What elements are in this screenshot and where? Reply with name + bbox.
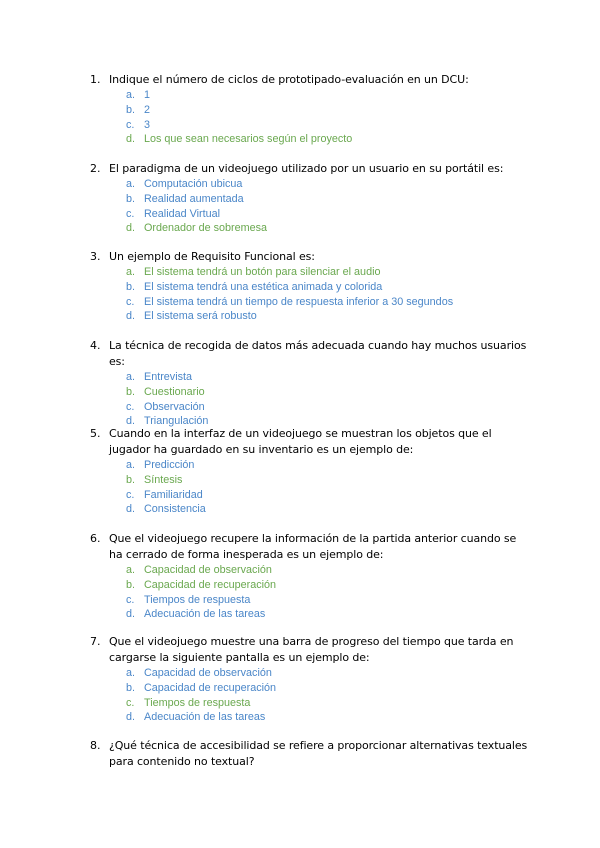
- option-letter: b.: [126, 473, 136, 486]
- question-number: 4.: [90, 339, 101, 352]
- answer-options: [0, 458, 600, 517]
- option-text: Entrevista: [144, 371, 193, 383]
- question-text: Indique el número de ciclos de prototipado-evaluación en un DCU:: [109, 73, 469, 86]
- answer-options: [0, 666, 600, 725]
- answer-options: [0, 177, 600, 236]
- option-text: 3: [144, 118, 151, 131]
- answer-options: [0, 563, 600, 622]
- option-letter: c.: [126, 696, 135, 709]
- answer-option-c[interactable]: [0, 207, 600, 222]
- option-letter: c.: [126, 488, 135, 501]
- option-letter: b.: [126, 578, 136, 591]
- option-text: Realidad aumentada: [144, 192, 244, 205]
- option-letter: a.: [126, 564, 136, 576]
- question-4: [0, 338, 600, 429]
- question-6: [0, 531, 600, 622]
- option-letter: d.: [126, 503, 136, 516]
- option-letter: c.: [126, 593, 135, 606]
- option-text: Tiempos de respuesta: [144, 696, 251, 709]
- option-text: Adecuación de las tareas: [144, 711, 266, 724]
- option-text: Computación ubicua: [144, 178, 243, 190]
- answer-option-a[interactable]: [0, 666, 600, 681]
- question-number: 6.: [90, 532, 101, 545]
- answer-option-b[interactable]: [0, 473, 600, 488]
- answer-options: [0, 370, 600, 429]
- option-text: Capacidad de observación: [144, 564, 272, 576]
- option-text: El sistema tendrá una estética animada y colorida: [144, 280, 383, 293]
- option-text: El sistema tendrá un botón para silenciar el audio: [144, 266, 381, 278]
- option-letter: d.: [126, 133, 136, 146]
- option-text: Cuestionario: [144, 385, 205, 398]
- answer-option-b[interactable]: [0, 681, 600, 696]
- answer-option-d[interactable]: [0, 309, 600, 324]
- answer-option-a[interactable]: [0, 563, 600, 578]
- option-letter: a.: [126, 371, 136, 383]
- option-letter: d.: [126, 310, 136, 323]
- option-letter: d.: [126, 415, 136, 428]
- option-text: El sistema será robusto: [144, 310, 257, 323]
- answer-option-c[interactable]: [0, 295, 600, 310]
- option-letter: c.: [126, 118, 135, 131]
- option-letter: a.: [126, 667, 136, 679]
- question-number: 8.: [90, 739, 101, 752]
- option-letter: c.: [126, 400, 135, 413]
- answer-option-c[interactable]: [0, 593, 600, 608]
- option-text: Los que sean necesarios según el proyecto: [144, 133, 353, 146]
- option-text: Ordenador de sobremesa: [144, 222, 268, 235]
- question-text: El paradigma de un videojuego utilizado por un usuario en su portátil es:: [109, 162, 504, 175]
- question-7: [0, 634, 600, 725]
- question-text: La técnica de recogida de datos más adecuada cuando hay muchos usuarios es:: [109, 339, 527, 368]
- answer-option-b[interactable]: [0, 103, 600, 118]
- option-text: Síntesis: [144, 473, 183, 486]
- option-text: 2: [144, 103, 151, 116]
- option-text: Capacidad de recuperación: [144, 681, 277, 694]
- option-letter: b.: [126, 385, 136, 398]
- answer-options: [0, 88, 600, 147]
- option-text: 1: [144, 89, 151, 101]
- option-text: Adecuación de las tareas: [144, 608, 266, 621]
- question-text: Un ejemplo de Requisito Funcional es:: [109, 250, 315, 263]
- question-number: 5.: [90, 427, 101, 440]
- option-letter: b.: [126, 681, 136, 694]
- question-text: ¿Qué técnica de accesibilidad se refiere a proporcionar alternativas textuales para contenido no textual?: [109, 739, 528, 768]
- option-letter: a.: [126, 266, 136, 278]
- question-text: Cuando en la interfaz de un videojuego se muestran los objetos que el jugador ha guardado en su inventario es un ejemplo de:: [109, 427, 492, 456]
- answer-option-c[interactable]: [0, 118, 600, 133]
- question-text: Que el videojuego muestre una barra de progreso del tiempo que tarda en cargarse la siguiente pantalla es un ejemplo de:: [109, 635, 514, 664]
- option-letter: c.: [126, 295, 135, 308]
- answer-option-a[interactable]: [0, 265, 600, 280]
- answer-option-d[interactable]: [0, 502, 600, 517]
- option-letter: d.: [126, 222, 136, 235]
- question-2: [0, 161, 600, 236]
- answer-option-b[interactable]: [0, 192, 600, 207]
- question-number: 2.: [90, 162, 101, 175]
- option-letter: d.: [126, 608, 136, 621]
- option-text: Triangulación: [144, 415, 209, 428]
- answer-option-a[interactable]: [0, 177, 600, 192]
- answer-option-a[interactable]: [0, 370, 600, 385]
- answer-option-a[interactable]: [0, 458, 600, 473]
- option-text: Realidad Virtual: [144, 207, 221, 220]
- option-letter: a.: [126, 459, 136, 471]
- question-1: [0, 72, 600, 147]
- option-letter: b.: [126, 280, 136, 293]
- option-letter: a.: [126, 89, 136, 101]
- option-text: Predicción: [144, 459, 195, 471]
- answer-option-c[interactable]: [0, 488, 600, 503]
- answer-option-b[interactable]: [0, 280, 600, 295]
- answer-option-a[interactable]: [0, 88, 600, 103]
- answer-option-c[interactable]: [0, 400, 600, 415]
- option-text: El sistema tendrá un tiempo de respuesta inferior a 30 segundos: [144, 295, 454, 308]
- question-number: 3.: [90, 250, 101, 263]
- option-text: Capacidad de observación: [144, 667, 272, 679]
- question-text: Que el videojuego recupere la información de la partida anterior cuando se ha cerrado de forma inesperada es un ejemplo de:: [109, 532, 517, 561]
- answer-option-d[interactable]: [0, 132, 600, 147]
- question-5: [0, 426, 600, 517]
- answer-option-d[interactable]: [0, 607, 600, 622]
- question-number: 7.: [90, 635, 101, 648]
- answer-option-d[interactable]: [0, 710, 600, 725]
- question-number: 1.: [90, 73, 101, 86]
- option-letter: c.: [126, 207, 135, 220]
- option-letter: d.: [126, 711, 136, 724]
- answer-options: [0, 265, 600, 324]
- option-letter: b.: [126, 192, 136, 205]
- option-text: Capacidad de recuperación: [144, 578, 277, 591]
- answer-option-b[interactable]: [0, 385, 600, 400]
- option-text: Tiempos de respuesta: [144, 593, 251, 606]
- answer-option-b[interactable]: [0, 578, 600, 593]
- option-text: Familiaridad: [144, 488, 203, 501]
- option-letter: a.: [126, 178, 136, 190]
- question-8: [0, 738, 600, 770]
- answer-option-d[interactable]: [0, 221, 600, 236]
- question-3: [0, 249, 600, 324]
- option-text: Consistencia: [144, 503, 206, 516]
- answer-option-c[interactable]: [0, 696, 600, 711]
- option-text: Observación: [144, 400, 205, 413]
- option-letter: b.: [126, 103, 136, 116]
